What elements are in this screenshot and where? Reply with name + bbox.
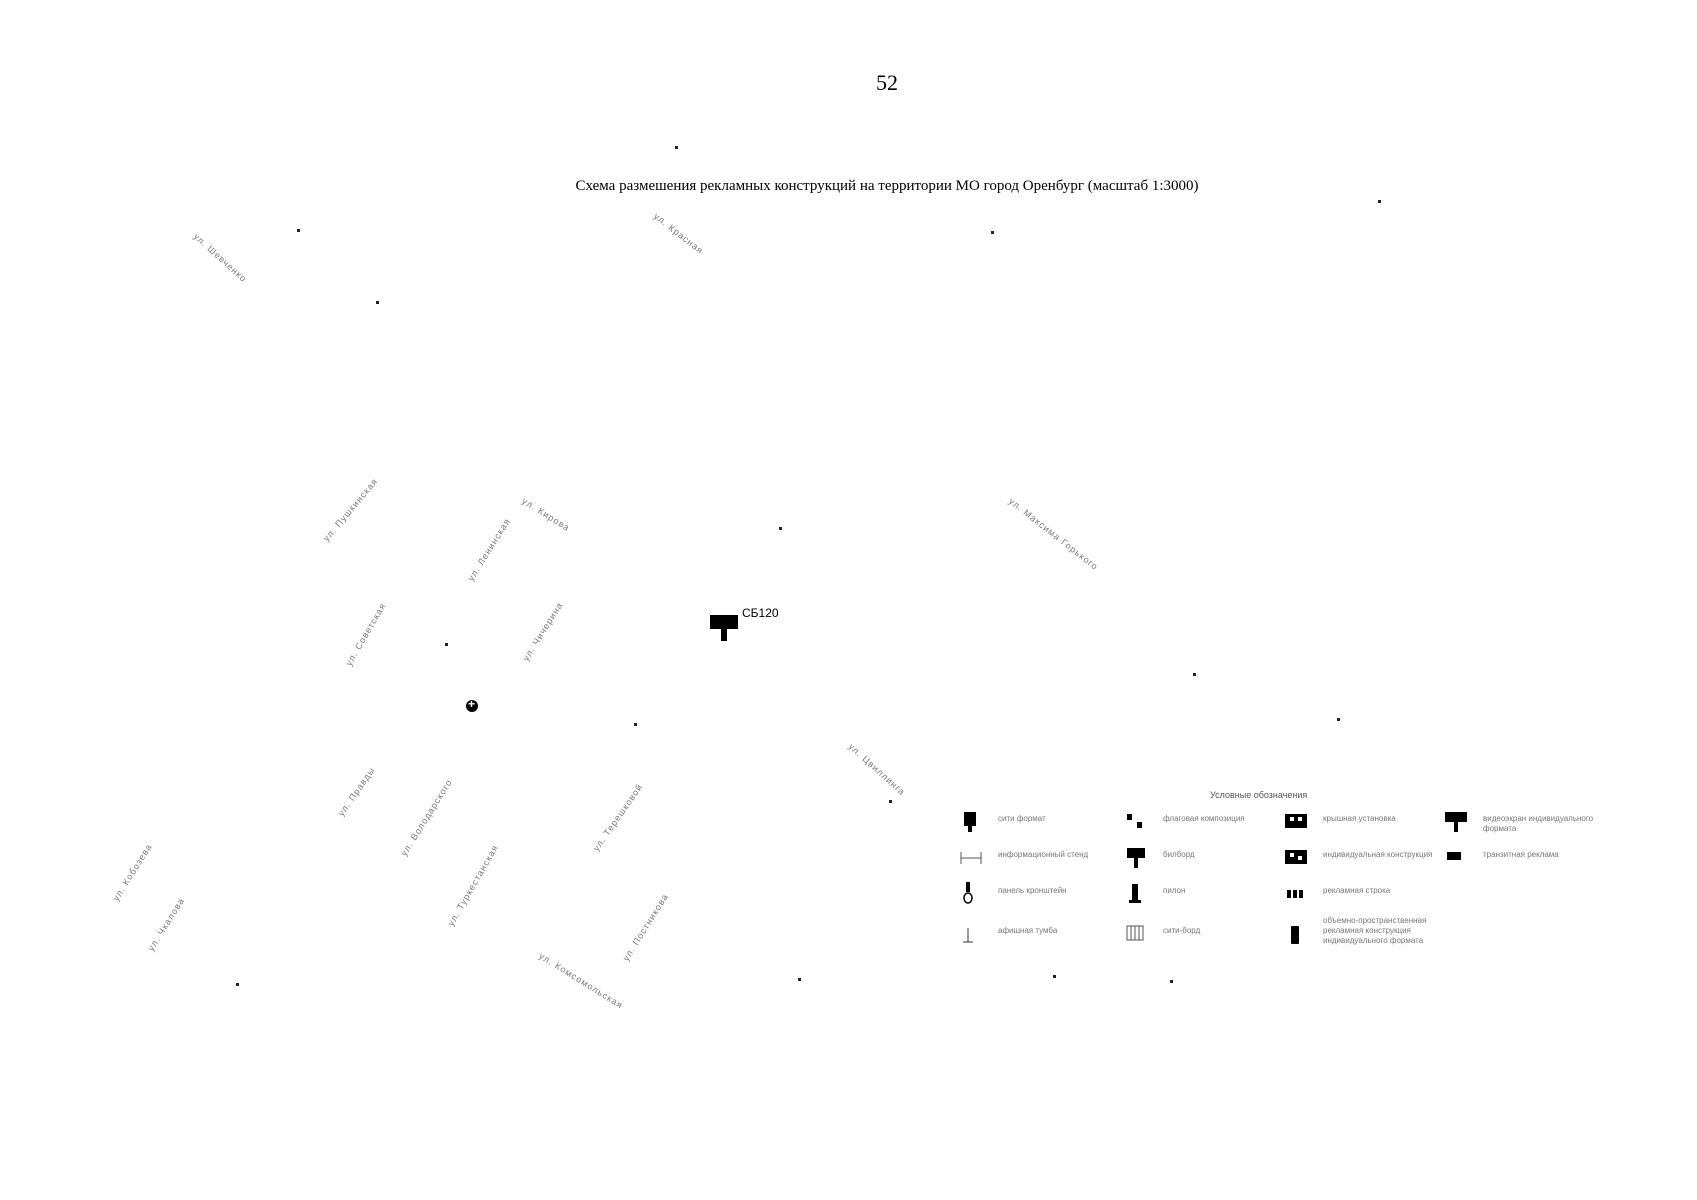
street-label: ул. Кирова xyxy=(520,495,572,534)
map-point xyxy=(634,723,637,726)
legend-item xyxy=(960,922,1125,952)
legend-title: Условные обозначения xyxy=(1210,790,1308,800)
legend-label: информационный стенд xyxy=(998,850,1089,859)
street-label: ул. Максима Горького xyxy=(1006,496,1101,572)
map-point xyxy=(1193,673,1196,676)
legend-item xyxy=(1125,882,1290,912)
legend-label: индивидуальная конструкция xyxy=(1323,850,1433,859)
map-point xyxy=(889,800,892,803)
map-title: Схема размешения рекламных конструкций на территории МО город Оренбург (масштаб 1:3000) xyxy=(575,178,1199,194)
legend-label: сити-борд xyxy=(1163,926,1201,935)
legend-label: сити формат xyxy=(998,814,1046,823)
street-label: ул. Пушкинская xyxy=(321,476,380,544)
video-screen-icon xyxy=(1445,810,1467,834)
legend-label: флаговая композиция xyxy=(1163,814,1245,823)
street-label: ул. Терешковой xyxy=(590,781,645,853)
map-point xyxy=(991,231,994,234)
legend-item xyxy=(960,810,1125,840)
legend-label: афишная тумба xyxy=(998,926,1058,935)
bracket-panel-icon xyxy=(960,882,982,906)
billboard-icon xyxy=(1125,846,1147,870)
city-board-icon xyxy=(1125,922,1147,946)
pylon-icon xyxy=(1125,882,1147,906)
legend-item xyxy=(1445,810,1610,840)
legend-label: крышная установка xyxy=(1323,814,1396,823)
legend-label: транзитная реклама xyxy=(1483,850,1559,859)
billboard-marker-icon[interactable] xyxy=(710,615,740,645)
legend-item xyxy=(1285,846,1450,876)
legend-item xyxy=(1285,882,1450,912)
legend-label: видеоэкран индивидуального формата xyxy=(1483,814,1594,833)
street-label: ул. Цвиллинга xyxy=(846,741,908,798)
map-point xyxy=(779,527,782,530)
poster-stand-icon xyxy=(960,922,982,946)
street-label: ул. Постникова xyxy=(620,891,671,963)
legend-item xyxy=(1125,922,1290,952)
street-label: ул. Правды xyxy=(335,765,378,818)
street-label: ул. Ленинская xyxy=(465,516,513,583)
street-label: ул. Комсомольская xyxy=(537,950,625,1011)
hospital-icon xyxy=(466,700,478,712)
street-label: ул. Чичерина xyxy=(520,600,565,663)
legend-label: билборд xyxy=(1163,850,1195,859)
street-label: ул. Кобозева xyxy=(110,841,154,903)
street-label: ул. Володарского xyxy=(398,777,455,858)
individual-construction-icon xyxy=(1285,846,1307,870)
street-label: ул. Туркестанская xyxy=(445,842,501,928)
street-label: ул. Шевченко xyxy=(191,231,249,285)
map-point xyxy=(1337,718,1340,721)
legend-label: рекламная строка xyxy=(1323,886,1391,895)
map-point xyxy=(376,301,379,304)
legend-item xyxy=(960,846,1125,876)
map-point xyxy=(1378,200,1381,203)
street-label: ул. Красная xyxy=(651,211,706,256)
street-label: ул. Чкалова xyxy=(145,895,187,953)
map-point xyxy=(445,643,448,646)
map-point xyxy=(1170,980,1173,983)
legend-label: пилон xyxy=(1163,886,1186,895)
map-point xyxy=(1053,975,1056,978)
street-label: ул. Советская xyxy=(343,601,388,668)
legend-item xyxy=(1285,810,1450,840)
map-point xyxy=(297,229,300,232)
page-number: 52 xyxy=(876,70,898,95)
map-point xyxy=(236,983,239,986)
legend-item xyxy=(1125,846,1290,876)
vertical-structure-icon xyxy=(1285,924,1307,948)
map-point xyxy=(675,146,678,149)
legend-item xyxy=(960,882,1125,912)
legend-item xyxy=(1285,912,1450,962)
transit-advert-icon xyxy=(1445,846,1467,870)
flag-composition-icon xyxy=(1125,810,1147,834)
legend-label: панель кронштейн xyxy=(998,886,1067,895)
legend-item xyxy=(1125,810,1290,840)
roof-strip-icon xyxy=(1285,882,1307,906)
marker-code[interactable]: СБ120 xyxy=(742,606,779,620)
legend-label: объемно-пространственная рекламная конструкция индивидуального формата xyxy=(1323,916,1427,945)
map-point xyxy=(798,978,801,981)
roof-installation-icon xyxy=(1285,810,1307,834)
legend-item xyxy=(1445,846,1610,876)
info-stand-icon xyxy=(960,846,982,870)
map-legend xyxy=(960,790,1660,970)
sity-format-icon xyxy=(960,810,982,834)
